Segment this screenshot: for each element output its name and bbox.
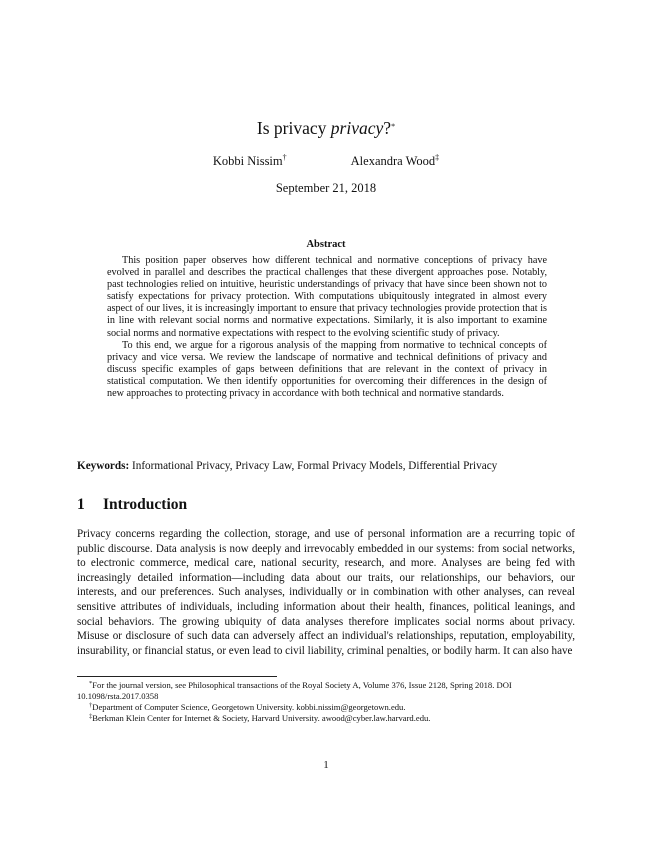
author-name: Kobbi Nissim	[212, 154, 283, 168]
abstract-body	[107, 255, 547, 400]
title-suffix: ?	[383, 118, 392, 138]
keywords	[77, 460, 577, 472]
section-heading	[77, 496, 187, 514]
author-name: Alexandra Wood	[350, 154, 436, 168]
section-title: Introduction	[103, 496, 188, 513]
author-1	[213, 154, 287, 169]
section-number: 1	[77, 496, 85, 513]
footnote-text: For the journal version, see Philosophical transactions of the Royal Society A, Volume 376, Issue 2128, Spring 2018. DOI 10.1098/rsta.2017.0358	[77, 680, 512, 701]
title-footnote-mark: *	[391, 122, 396, 131]
footnote-rule	[77, 676, 277, 677]
footnote	[77, 713, 575, 724]
footnote-mark: *	[89, 680, 93, 687]
footnote-text: Department of Computer Science, Georgetown University. kobbi.nissim@georgetown.edu.	[92, 702, 406, 712]
title-italic: privacy	[330, 118, 384, 138]
keywords-text: Informational Privacy, Privacy Law, Formal Privacy Models, Differential Privacy	[132, 460, 498, 472]
abstract-heading: Abstract	[306, 239, 346, 250]
footnote-text: Berkman Klein Center for Internet & Society, Harvard University. awood@cyber.law.harvard.edu.	[92, 713, 431, 723]
body-paragraph: Privacy concerns regarding the collection, storage, and use of personal information are a recurring topic of public discourse. Data analysis is now deeply and irrevocably embedded in our systems: from social networks, to electronic commerce, medical care, national security, research, and more. Analyses are being fed with increasingly detailed information—including data about our traits, our relationships, our behaviors, our interests, and our preferences. Such analyses, individually or in combination with other analyses, can reveal sensitive attributes of individuals, including information about their health, finances, political leanings, and social behaviors. The growing ubiquity of data analyses therefore implicates social norms about privacy. Misuse or disclosure of such data can adversely affect an individual's relationships, reputation, employability, insurability, or financial status, or even lead to civil liability, criminal penalties, or bodily harm. It can also have	[77, 528, 575, 657]
paper-title	[0, 118, 652, 139]
author-footnote-mark: ‡	[435, 153, 440, 162]
author-2	[351, 154, 440, 169]
abstract-paragraph: This position paper observes how different technical and normative conceptions of privacy have evolved in parallel and describes the practical challenges that these divergent approaches pose. Notably, past technologies relied on intuitive, heuristic understandings of privacy that have since been shown not to satisfy expectations for privacy protection. With computations ubiquitously integrated in almost every aspect of our lives, it is increasingly important to ensure that privacy technologies provide protection that is in line with relevant social norms and normative expectations. Similarly, it is also important to examine social norms and normative expectations with respect to the evolving scientific study of privacy.	[107, 255, 547, 339]
author-list	[0, 154, 652, 169]
footnotes	[77, 680, 575, 724]
title-plain: Is privacy	[256, 118, 331, 138]
footnote	[77, 680, 575, 702]
paper-date: September 21, 2018	[275, 181, 377, 195]
abstract-paragraph: To this end, we argue for a rigorous analysis of the mapping from normative to technical concepts of privacy and vice versa. We review the landscape of normative and technical definitions of privacy and discuss specific examples of gaps between definitions that are relevant in the context of privacy in statistical computation. We then identify opportunities for overcoming their differences in the design of new approaches to protecting privacy in accordance with both technical and normative standards.	[107, 339, 547, 400]
footnote	[77, 702, 575, 713]
footnote-mark: ‡	[89, 713, 93, 720]
keywords-label: Keywords:	[77, 460, 130, 472]
footnote-mark: †	[89, 702, 93, 709]
author-footnote-mark: †	[282, 153, 287, 162]
page-number: 1	[323, 759, 329, 771]
